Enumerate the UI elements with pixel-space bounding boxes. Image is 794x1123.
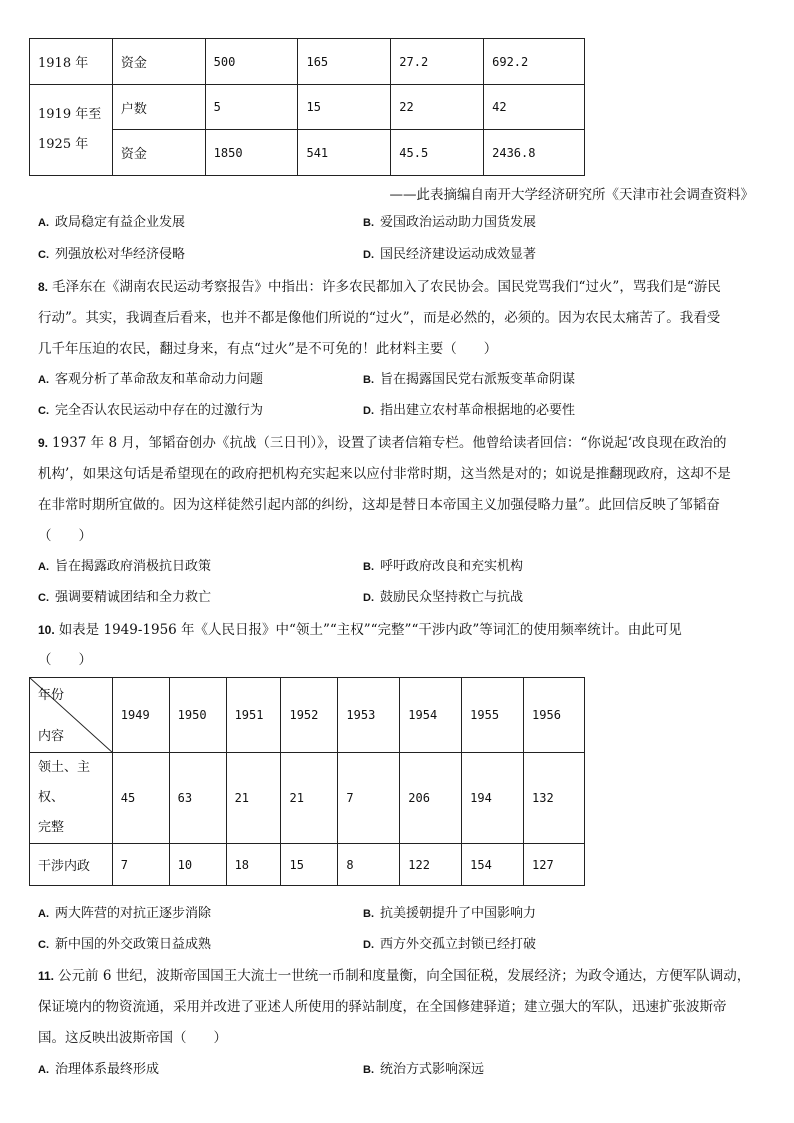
- value-cell: 692.2: [484, 39, 585, 85]
- q9-stem-line: 在非常时期所宜做的。因为这样徒然引起内部的纠纷，这却是替日本帝国主义加强侵略力量”。此回信反映了邹韬奋: [38, 497, 720, 513]
- year-header: 1955: [462, 678, 524, 753]
- item-cell: 资金: [112, 130, 205, 176]
- year-header: 1953: [338, 678, 400, 753]
- value-cell: 8: [338, 844, 400, 886]
- row-label-line: 完整: [38, 820, 65, 835]
- table-row: [30, 753, 585, 844]
- table-header-row: [30, 678, 585, 753]
- value-cell: 154: [462, 844, 524, 886]
- row-label: 干涉内政: [30, 844, 113, 886]
- header-content-label: 内容: [38, 729, 65, 744]
- year-header: 1954: [400, 678, 462, 753]
- row-label: [30, 753, 113, 844]
- q7-option-c[interactable]: C. 列强放松对华经济侵略: [38, 247, 186, 262]
- q9-option-d[interactable]: D. 鼓励民众坚持救亡与抗战: [363, 590, 524, 605]
- value-cell: 2436.8: [484, 130, 585, 176]
- enterprise-table: [29, 38, 585, 176]
- year-header: 1950: [169, 678, 226, 753]
- year-header: 1949: [112, 678, 169, 753]
- q10-stem-line: （ ）: [38, 652, 92, 668]
- q9-stem-line: 机构’，如果这句话是希望现在的政府把机构充实起来以应付非常时期，这当然是对的；如说是推翻现政府，这却不是: [38, 466, 731, 482]
- q11-option-b[interactable]: B. 统治方式影响深远: [363, 1062, 485, 1077]
- table-row: [30, 844, 585, 886]
- value-cell: 22: [391, 85, 484, 130]
- value-cell: 42: [484, 85, 585, 130]
- value-cell: 206: [400, 753, 462, 844]
- value-cell: 5: [205, 85, 298, 130]
- q8-option-c[interactable]: C. 完全否认农民运动中存在的过激行为: [38, 403, 264, 418]
- q11-option-a[interactable]: A. 治理体系最终形成: [38, 1062, 160, 1077]
- value-cell: 132: [524, 753, 585, 844]
- year-header: 1951: [226, 678, 281, 753]
- value-cell: 500: [205, 39, 298, 85]
- table-row: [30, 130, 585, 176]
- year-cell: [30, 85, 113, 176]
- q8-stem-line: 几千年压迫的农民，翻过身来，有点“过火”是不可免的！此材料主要（ ）: [38, 341, 498, 357]
- q11-stem-line: 11. 公元前 6 世纪，波斯帝国国王大流士一世统一币制和度量衡，向全国征税，发展经济；为政令通达，方便军队调动，: [38, 968, 751, 984]
- value-cell: 10: [169, 844, 226, 886]
- q9-stem-line: 9. 1937 年 8 月，邹韬奋创办《抗战（三日刊）》，设置了读者信箱专栏。他曾给读者回信：“你说起‘改良现在政治的: [38, 435, 727, 451]
- q7-option-b[interactable]: B. 爱国政治运动助力国货发展: [363, 215, 537, 230]
- q8-option-a[interactable]: A. 客观分析了革命敌友和革命动力问题: [38, 372, 264, 387]
- year-header: 1952: [281, 678, 338, 753]
- item-cell: 户数: [112, 85, 205, 130]
- value-cell: 15: [281, 844, 338, 886]
- q8-option-d[interactable]: D. 指出建立农村革命根据地的必要性: [363, 403, 576, 418]
- q10-option-c[interactable]: C. 新中国的外交政策日益成熟: [38, 937, 212, 952]
- q10-option-d[interactable]: D. 西方外交孤立封锁已经打破: [363, 937, 537, 952]
- table-row: [30, 39, 585, 85]
- year-cell: 1918 年: [30, 39, 113, 85]
- diagonal-header-cell: [30, 678, 113, 753]
- year-header: 1956: [524, 678, 585, 753]
- q10-option-b[interactable]: B. 抗美援朝提升了中国影响力: [363, 906, 537, 921]
- value-cell: 18: [226, 844, 281, 886]
- year-line: 1919 年至: [38, 107, 102, 122]
- value-cell: 194: [462, 753, 524, 844]
- q9-option-a[interactable]: A. 旨在揭露政府消极抗日政策: [38, 559, 212, 574]
- value-cell: 127: [524, 844, 585, 886]
- value-cell: 7: [112, 844, 169, 886]
- value-cell: 122: [400, 844, 462, 886]
- header-year-label: 年份: [38, 688, 65, 703]
- value-cell: 27.2: [391, 39, 484, 85]
- value-cell: 21: [281, 753, 338, 844]
- q7-option-d[interactable]: D. 国民经济建设运动成效显著: [363, 247, 537, 262]
- value-cell: 165: [298, 39, 391, 85]
- value-cell: 63: [169, 753, 226, 844]
- q9-option-b[interactable]: B. 呼吁政府改良和充实机构: [363, 559, 524, 574]
- value-cell: 21: [226, 753, 281, 844]
- value-cell: 1850: [205, 130, 298, 176]
- q9-option-c[interactable]: C. 强调要精诚团结和全力救亡: [38, 590, 212, 605]
- q10-option-a[interactable]: A. 两大阵营的对抗正逐步消除: [38, 906, 212, 921]
- q8-stem-line: 行动”。其实，我调查后看来，也并不都是像他们所说的“过火”，而是必然的，必须的。因为农民太痛苦了。我看受: [38, 310, 721, 326]
- q8-stem-line: 8. 毛泽东在《湖南农民运动考察报告》中指出：许多农民都加入了农民协会。国民党骂我们“过火”，骂我们是“游民: [38, 279, 721, 295]
- value-cell: 45: [112, 753, 169, 844]
- q11-stem-line: 保证境内的物资流通，采用并改进了亚述人所使用的驿站制度，在全国修建驿道；建立强大的军队，迅速扩张波斯帝: [38, 999, 727, 1015]
- item-cell: 资金: [112, 39, 205, 85]
- q8-option-b[interactable]: B. 旨在揭露国民党右派叛变革命阴谋: [363, 372, 576, 387]
- value-cell: 7: [338, 753, 400, 844]
- frequency-table: [29, 677, 585, 886]
- table-source: ——此表摘编自南开大学经济研究所《天津市社会调查资料》: [389, 187, 754, 203]
- q7-option-a[interactable]: A. 政局稳定有益企业发展: [38, 215, 186, 230]
- table-row: [30, 85, 585, 130]
- value-cell: 541: [298, 130, 391, 176]
- q11-stem-line: 国。这反映出波斯帝国（ ）: [38, 1030, 227, 1046]
- row-label-line: 领土、主权、: [38, 760, 91, 805]
- year-line: 1925 年: [38, 137, 89, 152]
- value-cell: 45.5: [391, 130, 484, 176]
- value-cell: 15: [298, 85, 391, 130]
- q9-stem-line: （ ）: [38, 528, 92, 544]
- q10-stem-line: 10. 如表是 1949-1956 年《人民日报》中“领土”“主权”“完整”“干涉内政”等词汇的使用频率统计。由此可见: [38, 622, 682, 638]
